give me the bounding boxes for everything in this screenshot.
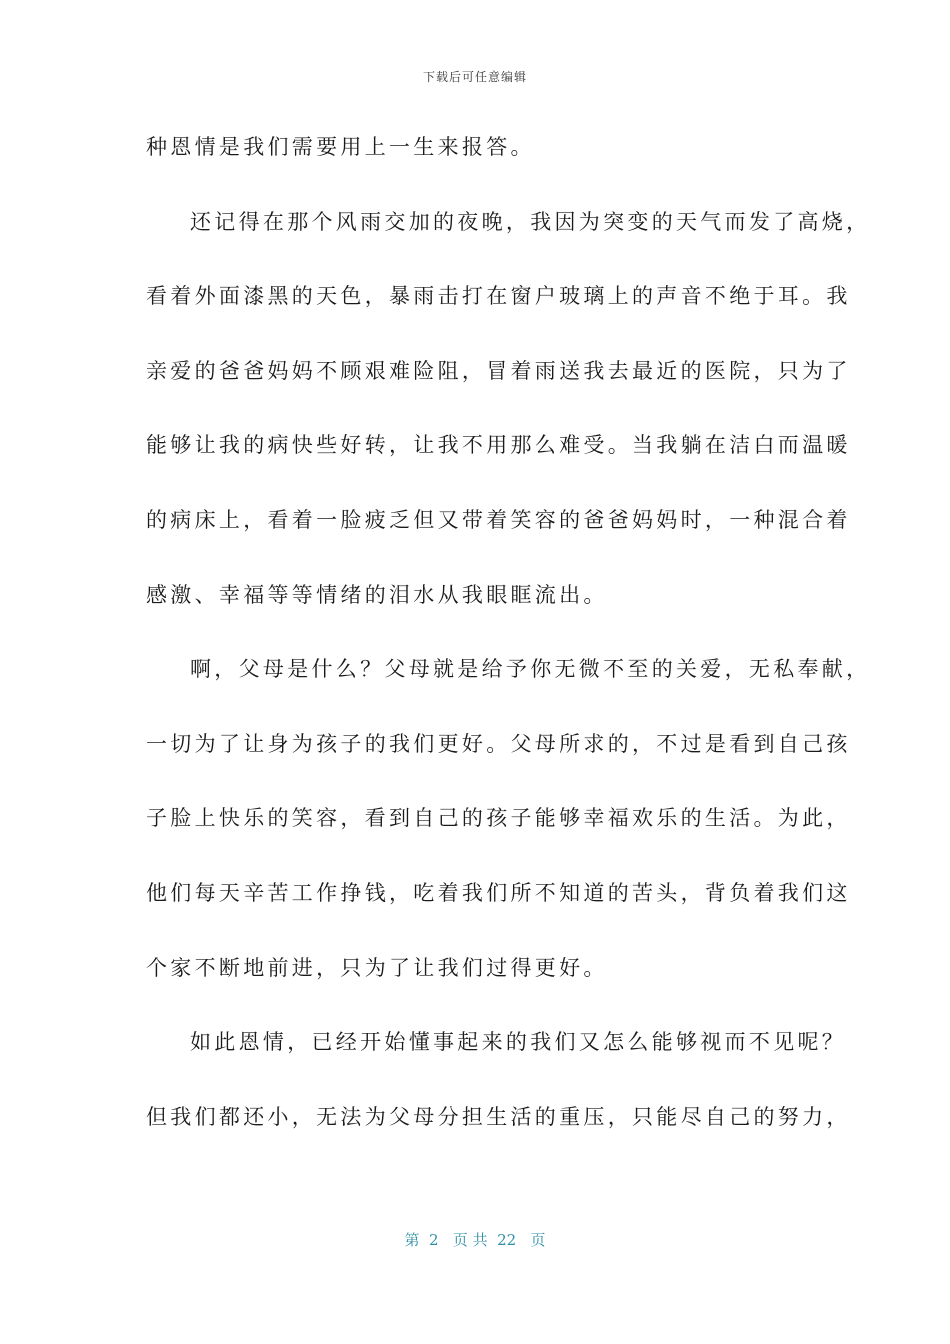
text-line: 还记得在那个风雨交加的夜晚，我因为突变的天气而发了高烧， — [190, 209, 871, 234]
page-number-footer: 第 2 页 共 22 页 — [404, 1231, 546, 1249]
text-line: 一切为了让身为孩子的我们更好。父母所求的，不过是看到自己孩 — [146, 731, 851, 756]
text-line: 看着外面漆黑的天色，暴雨击打在窗户玻璃上的声音不绝于耳。我 — [146, 284, 851, 309]
text-line: 但我们都还小，无法为父母分担生活的重压，只能尽自己的努力， — [146, 1104, 851, 1129]
text-line: 感激、幸福等等情绪的泪水从我眼眶流出。 — [146, 582, 608, 607]
text-line: 他们每天辛苦工作挣钱，吃着我们所不知道的苦头，背负着我们这 — [146, 880, 851, 905]
text-line: 啊，父母是什么？父母就是给予你无微不至的关爱，无私奉献， — [190, 657, 871, 682]
text-line: 能够让我的病快些好转，让我不用那么难受。当我躺在洁白而温暖 — [146, 433, 851, 458]
document-body — [146, 128, 871, 1172]
text-line: 个家不断地前进，只为了让我们过得更好。 — [146, 955, 608, 980]
text-line: 亲爱的爸爸妈妈不顾艰难险阻，冒着雨送我去最近的医院，只为了 — [146, 358, 851, 383]
text-line: 子脸上快乐的笑容，看到自己的孩子能够幸福欢乐的生活。为此， — [146, 806, 851, 831]
page-header: 下载后可任意编辑 — [422, 70, 527, 84]
text-line: 如此恩情，已经开始懂事起来的我们又怎么能够视而不见呢？ — [190, 1030, 847, 1055]
text-line: 种恩情是我们需要用上一生来报答。 — [146, 135, 535, 159]
text-line: 的病床上，看着一脸疲乏但又带着笑容的爸爸妈妈时，一种混合着 — [146, 507, 851, 532]
